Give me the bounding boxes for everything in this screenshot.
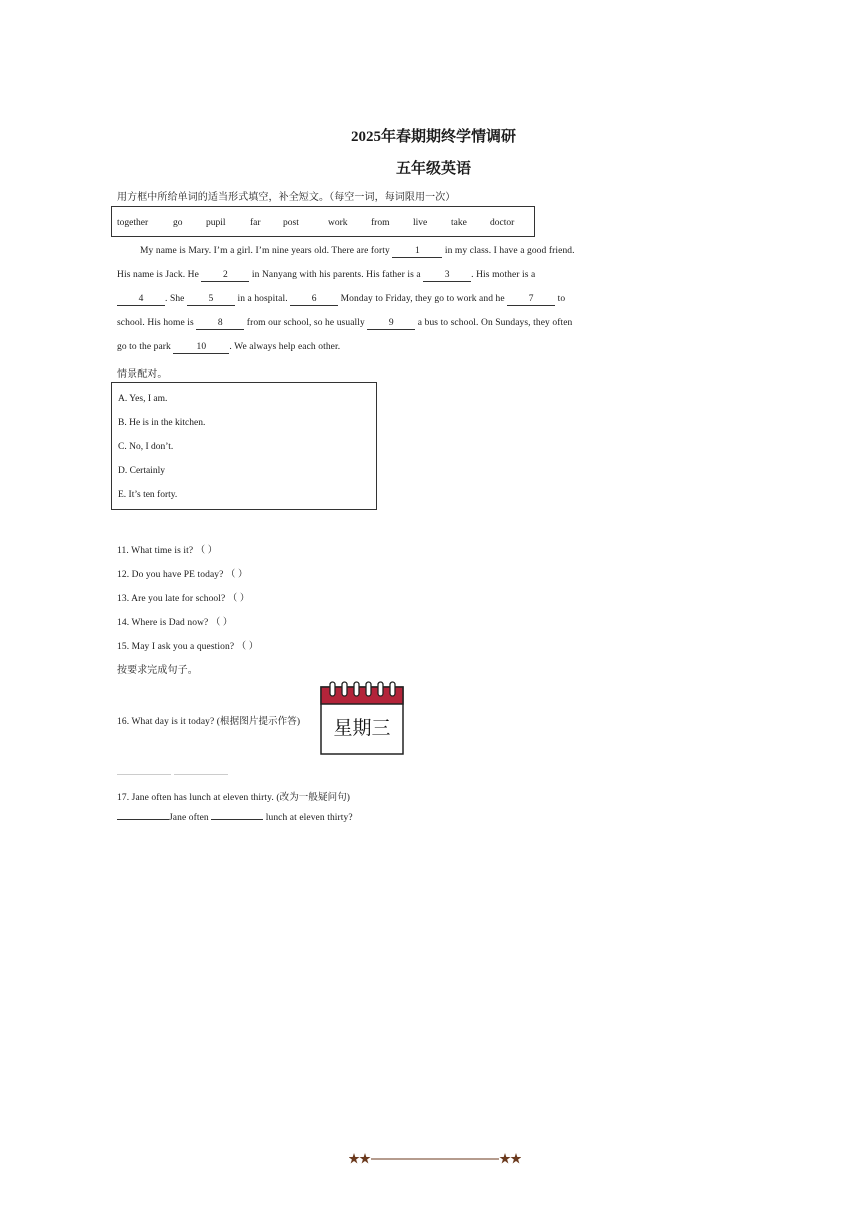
word-bank-item: pupil: [206, 218, 226, 228]
option-e: E. It’s ten forty.: [118, 490, 178, 500]
question-16: 16. What day is it today? (根据图片提示作答): [117, 717, 301, 727]
word-bank-item: post: [283, 218, 299, 228]
word-bank-item: live: [413, 218, 428, 228]
option-d: D. Certainly: [118, 466, 165, 476]
question-17: 17. Jane often has lunch at eleven thirty. (改为一般疑问句): [117, 793, 351, 803]
section3-instruction: 按要求完成句子。: [117, 665, 198, 676]
blank-1[interactable]: 1: [392, 246, 442, 258]
calendar-day-text: 星期三: [333, 717, 391, 739]
answer-blank[interactable]: [117, 819, 169, 820]
option-b: B. He is in the kitchen.: [118, 418, 206, 428]
blank-7[interactable]: 7: [507, 294, 555, 306]
question-13: 13. Are you late for school? （ ）: [117, 594, 250, 604]
page-title: 2025年春期期终学情调研: [350, 129, 516, 145]
question-15: 15. May I ask you a question? （ ）: [117, 642, 259, 652]
question-14: 14. Where is Dad now? （ ）: [117, 618, 233, 628]
answer-line[interactable]: [117, 774, 171, 775]
blank-3[interactable]: 3: [423, 270, 471, 282]
blank-9[interactable]: 9: [367, 318, 415, 330]
blank-8[interactable]: 8: [196, 318, 244, 330]
word-bank-item: work: [328, 218, 348, 228]
word-bank-item: doctor: [490, 218, 515, 228]
star-divider-icon: [349, 1152, 521, 1166]
blank-4[interactable]: 4: [117, 294, 165, 306]
section2-instruction: 情景配对。: [117, 369, 168, 380]
passage-line-1: My name is Mary. I’m a girl. I’m nine years old. There are forty 1 in my class. I have a good friend.: [140, 246, 575, 256]
section1-instruction: 用方框中所给单词的适当形式填空，补全短文。（每空一词，每词限用一次）: [117, 192, 456, 203]
blank-5[interactable]: 5: [187, 294, 235, 306]
question-17-answer: Jane often lunch at eleven thirty?: [117, 813, 353, 823]
page-subtitle: 五年级英语: [395, 161, 471, 177]
option-c: C. No, I don’t.: [118, 442, 174, 452]
footer-ornament: [349, 1152, 521, 1166]
word-bank-item: take: [451, 218, 467, 228]
option-a: A. Yes, I am.: [118, 394, 168, 404]
answer-line[interactable]: [174, 774, 228, 775]
blank-10[interactable]: 10: [173, 342, 229, 354]
question-11: 11. What time is it? （ ）: [117, 546, 218, 556]
options-box: [111, 382, 377, 510]
passage-line-3: 4 . She 5 in a hospital. 6 Monday to Friday, they go to work and he 7 to: [117, 294, 565, 306]
word-bank-item: from: [371, 218, 390, 228]
blank-2[interactable]: 2: [201, 270, 249, 282]
word-bank-item: together: [117, 218, 149, 228]
word-bank-item: far: [250, 218, 261, 228]
answer-blank[interactable]: [211, 819, 263, 820]
word-bank: [111, 206, 535, 237]
blank-6[interactable]: 6: [290, 294, 338, 306]
passage-line-4: school. His home is 8 from our school, so he usually 9 a bus to school. On Sundays, they often: [117, 318, 573, 328]
calendar-image: [320, 681, 404, 755]
word-bank-item: go: [173, 218, 183, 228]
question-12: 12. Do you have PE today? （ ）: [117, 570, 248, 580]
passage-line-5: go to the park 10 . We always help each other.: [117, 342, 341, 352]
passage-line-2: His name is Jack. He 2 in Nanyang with his parents. His father is a 3 . His mother is a: [117, 270, 536, 280]
